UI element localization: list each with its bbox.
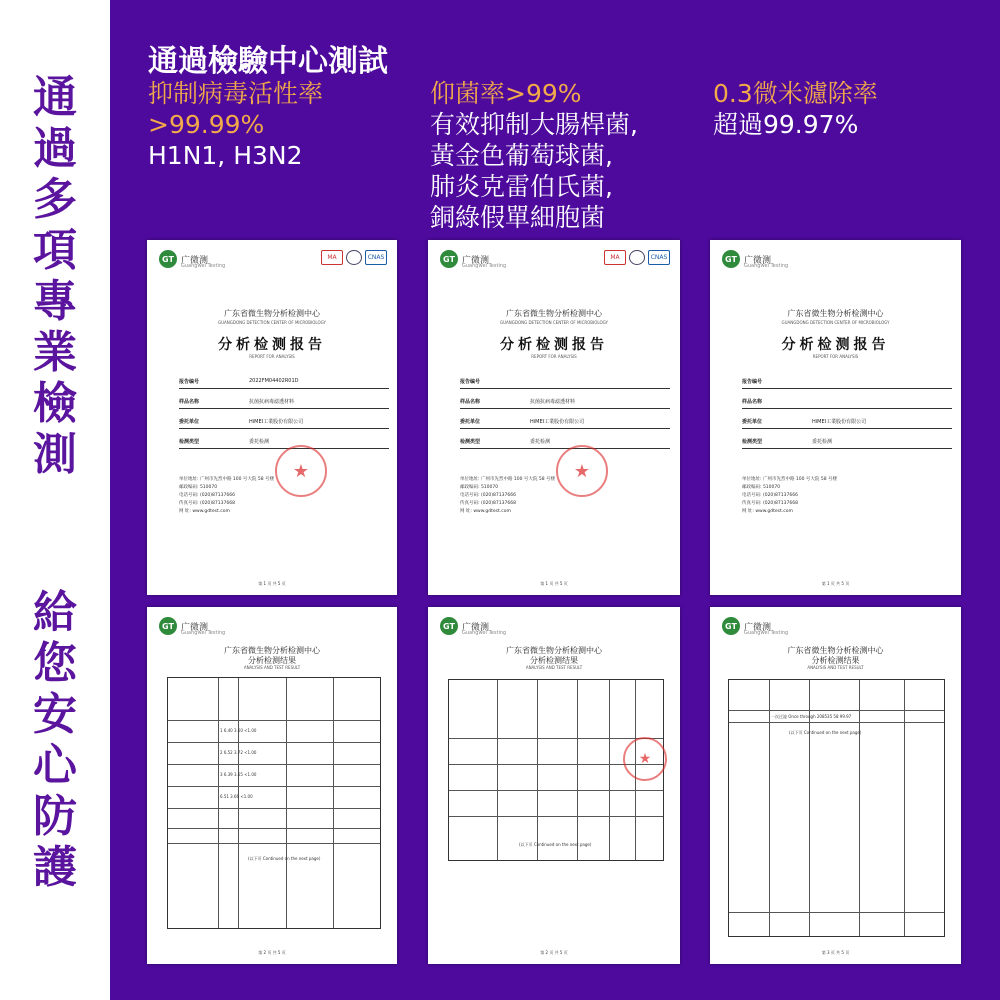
lab-center-en: GUANGDONG DETECTION CENTER OF MICROBIOLOGY bbox=[500, 320, 608, 325]
lab-address: 单位地址: 广州市先烈中路 100 号大院 58 号楼 邮政编码: 510070 电话号码: (020)87137666 传真号码: (020)87137668 网 址: www.gdtest.com bbox=[742, 477, 837, 514]
accreditation-badges bbox=[604, 250, 670, 265]
result-title: 分析检测结果 bbox=[530, 656, 578, 665]
result-table bbox=[167, 677, 381, 929]
page-title: 通過檢驗中心測試 bbox=[148, 44, 388, 79]
sidebar bbox=[0, 0, 110, 1000]
lab-center-name: 广东省微生物分析检测中心 bbox=[787, 646, 884, 655]
lab-logo: GT 广微测 Guangwei Testing bbox=[722, 250, 771, 268]
logo-mark-icon: GT bbox=[159, 250, 177, 268]
result-title-en: ANALYSIS AND TEST RESULT bbox=[525, 665, 583, 670]
report-title-en: REPORT FOR ANALYSIS bbox=[249, 354, 295, 359]
continued-note: (以下页 Continued on the next page) bbox=[248, 856, 321, 861]
logo-mark-icon: GT bbox=[159, 617, 177, 635]
field-report-no: 报告编号 bbox=[460, 378, 670, 389]
ma-badge-icon: MA bbox=[604, 250, 626, 265]
lab-center-name: 广东省微生物分析检测中心 bbox=[224, 309, 320, 318]
field-applicant: 委托单位 HiMEI工業股份有限公司 bbox=[742, 418, 952, 429]
report-cover-2 bbox=[428, 240, 680, 595]
lab-center-en: GUANGDONG DETECTION CENTER OF MICROBIOLOGY bbox=[781, 320, 890, 325]
table-row: 1 6.40 3.60 <1.00 bbox=[220, 728, 257, 733]
claim-filtration: 0.3微米濾除率 超過99.97% bbox=[713, 79, 878, 139]
page-footer: 第 1 页 共 5 页 bbox=[258, 581, 286, 586]
result-title: 分析检测结果 bbox=[811, 656, 860, 665]
field-test-type: 检测类型 委托检测 bbox=[460, 438, 670, 449]
result-title-en: ANALYSIS AND TEST RESULT bbox=[243, 665, 301, 670]
page-footer: 第 2 页 共 5 页 bbox=[540, 950, 568, 955]
table-row: 3 6.39 3.65 <1.00 bbox=[220, 772, 257, 777]
result-table bbox=[728, 679, 945, 937]
table-row: 6.51 3.66 <1.00 bbox=[220, 794, 253, 799]
field-report-no: 报告编号 bbox=[742, 378, 952, 389]
report-title-en: REPORT FOR ANALYSIS bbox=[531, 354, 577, 359]
result-page-1 bbox=[147, 607, 397, 964]
field-test-type: 检测类型 委托检测 bbox=[179, 438, 389, 449]
report-cover-3 bbox=[710, 240, 961, 595]
lab-center-en: GUANGDONG DETECTION CENTER OF MICROBIOLOGY bbox=[218, 320, 326, 325]
logo-mark-icon: GT bbox=[722, 617, 740, 635]
field-sample: 样品名称 bbox=[742, 398, 952, 409]
field-sample: 样品名称 抗菌抗病毒滤透材料 bbox=[179, 398, 389, 409]
page-footer: 第 1 页 共 5 页 bbox=[540, 581, 568, 586]
lab-logo: GT 广微测 Guangwei Testing bbox=[440, 617, 489, 635]
page-footer: 第 2 页 共 5 页 bbox=[258, 950, 286, 955]
ma-badge-icon: MA bbox=[321, 250, 343, 265]
continued-note: (以下页 Continued on the next page) bbox=[519, 842, 592, 847]
sidebar-slogan-1: 通 過 多 項 專 業 檢 測 bbox=[33, 72, 77, 480]
table-row: 2 6.52 3.72 <1.00 bbox=[220, 750, 257, 755]
field-applicant: 委托单位 HiMEI工業股份有限公司 bbox=[460, 418, 670, 429]
lab-address: 单位地址: 广州市先烈中路 100 号大院 58 号楼 邮政编码: 510070 电话号码: (020)87137666 传真号码: (020)87137668 网 址: www.gdtest.com bbox=[179, 477, 274, 514]
official-stamp-icon: ★ bbox=[623, 737, 667, 781]
page-footer: 第 3 页 共 5 页 bbox=[821, 950, 850, 955]
page-footer: 第 1 页 共 5 页 bbox=[821, 581, 850, 586]
lab-center-name: 广东省微生物分析检测中心 bbox=[506, 646, 602, 655]
result-title-en: ANALYSIS AND TEST RESULT bbox=[807, 665, 864, 670]
sidebar-slogan-2: 給 您 安 心 防 護 bbox=[33, 587, 77, 893]
field-report-no: 报告编号 2022FM04402R01D bbox=[179, 378, 389, 389]
lab-logo: GT 广微测 Guangwei Testing bbox=[440, 250, 489, 268]
lab-address: 单位地址: 广州市先烈中路 100 号大院 58 号楼 邮政编码: 510070 电话号码: (020)87137666 传真号码: (020)87137668 网 址: www.gdtest.com bbox=[460, 477, 555, 514]
logo-mark-icon: GT bbox=[440, 250, 458, 268]
official-stamp-icon: ★ bbox=[275, 445, 327, 497]
claim-antiviral: 抑制病毒活性率 >99.99% H1N1, H3N2 bbox=[148, 79, 324, 170]
table-row: 一次过滤 Once through 208535 58 99.97 bbox=[771, 714, 852, 719]
lab-center-name: 广东省微生物分析检测中心 bbox=[224, 646, 320, 655]
result-page-3 bbox=[710, 607, 961, 964]
ilac-badge-icon bbox=[346, 250, 362, 265]
result-title: 分析检测结果 bbox=[248, 656, 296, 665]
lab-logo: GT 广微测 Guangwei Testing bbox=[159, 250, 208, 268]
result-page-2 bbox=[428, 607, 680, 964]
cnas-badge-icon: CNAS bbox=[365, 250, 387, 265]
lab-center-name: 广东省微生物分析检测中心 bbox=[506, 309, 602, 318]
field-sample: 样品名称 抗菌抗病毒滤透材料 bbox=[460, 398, 670, 409]
lab-logo: GT 广微测 Guangwei Testing bbox=[159, 617, 208, 635]
report-cover-1 bbox=[147, 240, 397, 595]
official-stamp-icon: ★ bbox=[556, 445, 608, 497]
lab-center-name: 广东省微生物分析检测中心 bbox=[787, 309, 884, 318]
accreditation-badges bbox=[321, 250, 387, 265]
lab-logo: GT 广微测 Guangwei Testing bbox=[722, 617, 771, 635]
cnas-badge-icon: CNAS bbox=[648, 250, 670, 265]
report-title: 分析检测报告 bbox=[781, 337, 890, 353]
report-title-en: REPORT FOR ANALYSIS bbox=[812, 354, 859, 359]
logo-mark-icon: GT bbox=[440, 617, 458, 635]
continued-note: (以下页 Continued on the next page) bbox=[789, 730, 862, 735]
report-title: 分析检测报告 bbox=[500, 337, 608, 353]
field-applicant: 委托单位 HiMEI工業股份有限公司 bbox=[179, 418, 389, 429]
logo-mark-icon: GT bbox=[722, 250, 740, 268]
ilac-badge-icon bbox=[629, 250, 645, 265]
report-title: 分析检测报告 bbox=[218, 337, 326, 353]
claim-antibacterial: 仰菌率>99% 有效抑制大腸桿菌, 黃金色葡萄球菌, 肺炎克雷伯氏菌, 銅綠假單細胞菌 bbox=[430, 79, 638, 232]
field-test-type: 检测类型 委托检测 bbox=[742, 438, 952, 449]
